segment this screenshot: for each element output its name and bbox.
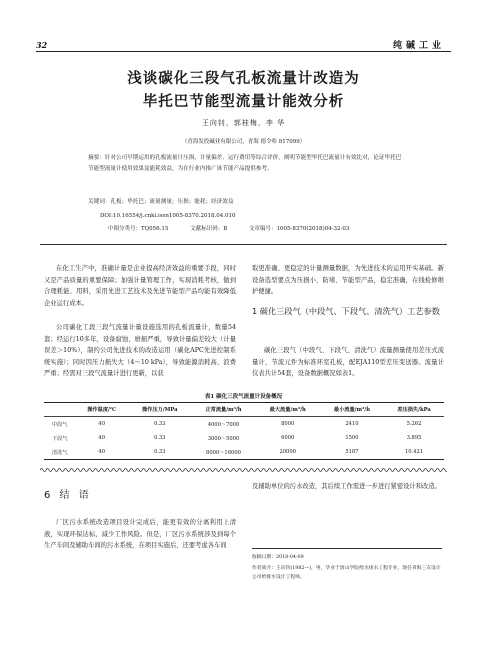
table-header: 最小流量/m³/h — [320, 403, 384, 417]
page-number: 32 — [36, 40, 48, 50]
table-header: 最大流量/m³/h — [256, 403, 320, 417]
table-cell: 0.33 — [153, 421, 166, 427]
article-number: 文章编号：1005-8370(2018)04-32-03 — [248, 226, 350, 232]
table-cell: 3000～5000 — [207, 435, 240, 442]
title-line-1: 浅谈碳化三段气孔板流量计改造为 — [127, 71, 360, 87]
table-cell: 2410 — [345, 421, 359, 427]
author-bio: 作者简介：王向钊(1982—)，男，毕业于唐山学院给水排水工程专业，现任青海三友设计公司给排水设计工程师。 — [252, 566, 441, 580]
received-date: 收稿日期：2018-04-09 — [252, 555, 304, 560]
table-header: 差压损失/kPa — [384, 403, 444, 417]
table-cell: 40 — [98, 449, 106, 455]
header-rule — [36, 51, 451, 52]
section-6-title: 6 结 语 — [44, 490, 92, 501]
keywords: 关键词：孔板；毕托巴；流量测量；压损；能耗；经济效益 — [88, 199, 234, 205]
section-1-title: 1 碳化三段气（中段气、下段气、清洗气）工艺参数 — [252, 306, 440, 316]
conclusion-continued: 及辅助单位的污水改造，其后续工作需进一步进行紧密设计和改造。 — [252, 483, 441, 490]
table-cell: 20000 — [279, 449, 296, 455]
table-cell: 0.33 — [153, 449, 166, 455]
title-line-2: 毕托巴节能型流量计能效分析 — [142, 94, 345, 110]
table-cell: 8000 — [281, 421, 295, 427]
table-cell: 0.33 — [153, 435, 166, 441]
journal-name: 纯碱工业 — [392, 41, 445, 51]
table-header: 操作温度/℃ — [75, 403, 128, 417]
table-row — [44, 431, 444, 445]
table-row — [44, 445, 444, 460]
table-caption: 表1 碳化三段气流量计设备概况 — [204, 394, 283, 400]
document-code: 文献标识码：B — [190, 226, 228, 232]
table-cell: 中段气 — [51, 421, 68, 428]
classification-row — [108, 224, 369, 232]
table-cell: 下段气 — [51, 435, 68, 442]
right-paragraph-2: 碳化三段气（中段气、下段气、清洗气）流量测量使用差压式流量计，节流元件为标准环室孔板，配EJA110型差压变送器。流量计仪表共计54套，设备数据概况如表1。 — [252, 347, 444, 377]
table-cell: 5187 — [345, 449, 359, 455]
table-cell: 4000～7000 — [207, 421, 240, 428]
authors: 王向钊，郭桂梅，李 华 — [201, 119, 286, 127]
table-header-row — [44, 403, 444, 417]
table-header: 操作压力/MPa — [128, 403, 191, 417]
table-cell: 40 — [98, 435, 106, 441]
right-paragraph-1: 取更准确、更稳定的计量测量数据，为先进技术的运用开实基础。新设备选型要点为压损小、防堵、节能型产品，稳定准确，在线检修维护便捷。 — [252, 265, 444, 295]
left-paragraph-1: 在化工生产中，准确计量是企业提高经济效益的重要手段，同时又是产品质量的重要保障；加强计量管理工作，实现消耗考核，做到合理耗能、用料，采用先进工艺技术及先进节能型产品均能有效降低企业运行成本。 — [44, 265, 236, 307]
table-row — [44, 417, 444, 432]
conclusion-paragraph: 厂区污水系统改造项目设计完成后，能更有效的分离利用上清液，实现环保达标，减少工作风险。但是，厂区污水系统涉及到每个生产车间及辅助车间的污水系统，在项目实施后，还要考虑各车间 — [44, 519, 236, 549]
table-cell: 3.895 — [406, 435, 422, 441]
footnote-rule — [252, 548, 442, 549]
wavy-separator — [40, 467, 447, 473]
affiliation: （青海发投碱业有限公司，青海 德令哈 817099） — [181, 139, 306, 145]
table-header — [44, 403, 75, 417]
left-paragraph-2: 公司碳化工段三段气流量计量设施选用的孔板流量计，数量54套；经运行10多年，设备腐蚀、磨损严重，导致计量偏差较大（计量误差＞10%），制约公司先进技术的改造运用（碳化APC先进控制系统实施）；同时因压力损失大（4～10 kPa），导致能源消耗高、浪费严重；经需对三段气流量计进行更新，以获 — [44, 324, 236, 377]
table-cell: 6000 — [281, 435, 295, 441]
equipment-table — [44, 402, 444, 460]
table-cell: 清洗气 — [51, 449, 68, 456]
abstract: 摘要：针对公司早期运用的孔板流量计压损、计量偏差、运行费用等综合评价，阐明节能型毕托巴流量计有效比对，论证毕托巴节能型流量计使用效果及能耗效益，为在行业内推广该节能产品提供参考。 — [88, 155, 402, 172]
table-cell: 40 — [98, 421, 106, 427]
doi: DOI:10.16554/j.cnki.issn1005-8370.2018.04.010 — [100, 213, 236, 219]
table-cell: 8000～16000 — [206, 449, 241, 456]
separator-rule — [40, 244, 447, 245]
clc-number: 中图分类号：TQ056.15 — [108, 226, 169, 232]
table-cell: 10.421 — [404, 449, 424, 455]
table-header: 正常流量/m³/h — [191, 403, 255, 417]
table-cell: 5.262 — [406, 421, 422, 427]
table-cell: 1500 — [345, 435, 359, 441]
